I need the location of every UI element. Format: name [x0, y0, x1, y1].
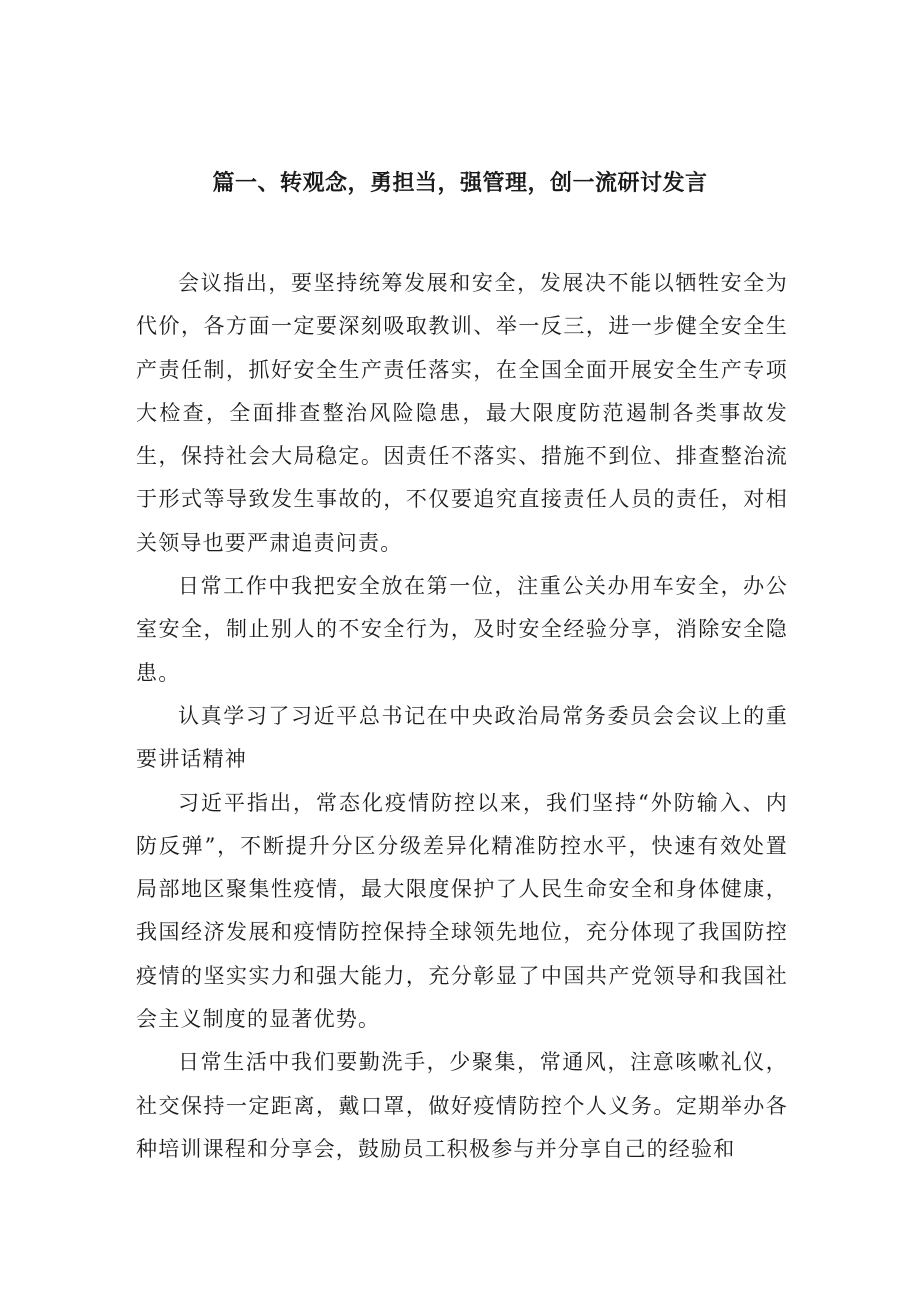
document-title: 篇一、转观念，勇担当，强管理，创一流研讨发言: [212, 171, 708, 196]
paragraph-daily-life: 日常生活中我们要勤洗手，少聚集，常通风，注意咳嗽礼仪，社交保持一定距离，戴口罩，做好疫情防控个人义务。定期举办各种培训课程和分享会，鼓励员工积极参与并分享自己的经验和: [136, 1050, 788, 1161]
paragraph-daily-work-safety: 日常工作中我把安全放在第一位，注重公关办用车安全，办公室安全，制止别人的不安全行为，及时安全经验分享，消除安全隐患。: [136, 574, 788, 685]
paragraph-study-speech: 认真学习了习近平总书记在中央政治局常务委员会会议上的重要讲话精神: [136, 703, 788, 772]
document-body: [136, 262, 788, 1171]
paragraph-epidemic-control: 习近平指出，常态化疫情防控以来，我们坚持“外防输入、内防反弹”，不断提升分区分级差异化精准防控水平，快速有效处置局部地区聚集性疫情，最大限度保护了人民生命安全和身体健康，我国经济发展和疫情防控保持全球领先地位，充分体现了我国防控疫情的坚实实力和强大能力，充分彰显了中国共产党领导和我国社会主义制度的显著优势。: [136, 790, 788, 1032]
paragraph-meeting-points: 会议指出，要坚持统筹发展和安全，发展决不能以牺牲安全为代价，各方面一定要深刻吸取教训、举一反三，进一步健全安全生产责任制，抓好安全生产责任落实，在全国全面开展安全生产专项大检查，全面排查整治风险隐患，最大限度防范遏制各类事故发生，保持社会大局稳定。因责任不落实、措施不到位、排查整治流于形式等导致发生事故的，不仅要追究直接责任人员的责任，对相关领导也要严肃追责问责。: [136, 271, 788, 555]
